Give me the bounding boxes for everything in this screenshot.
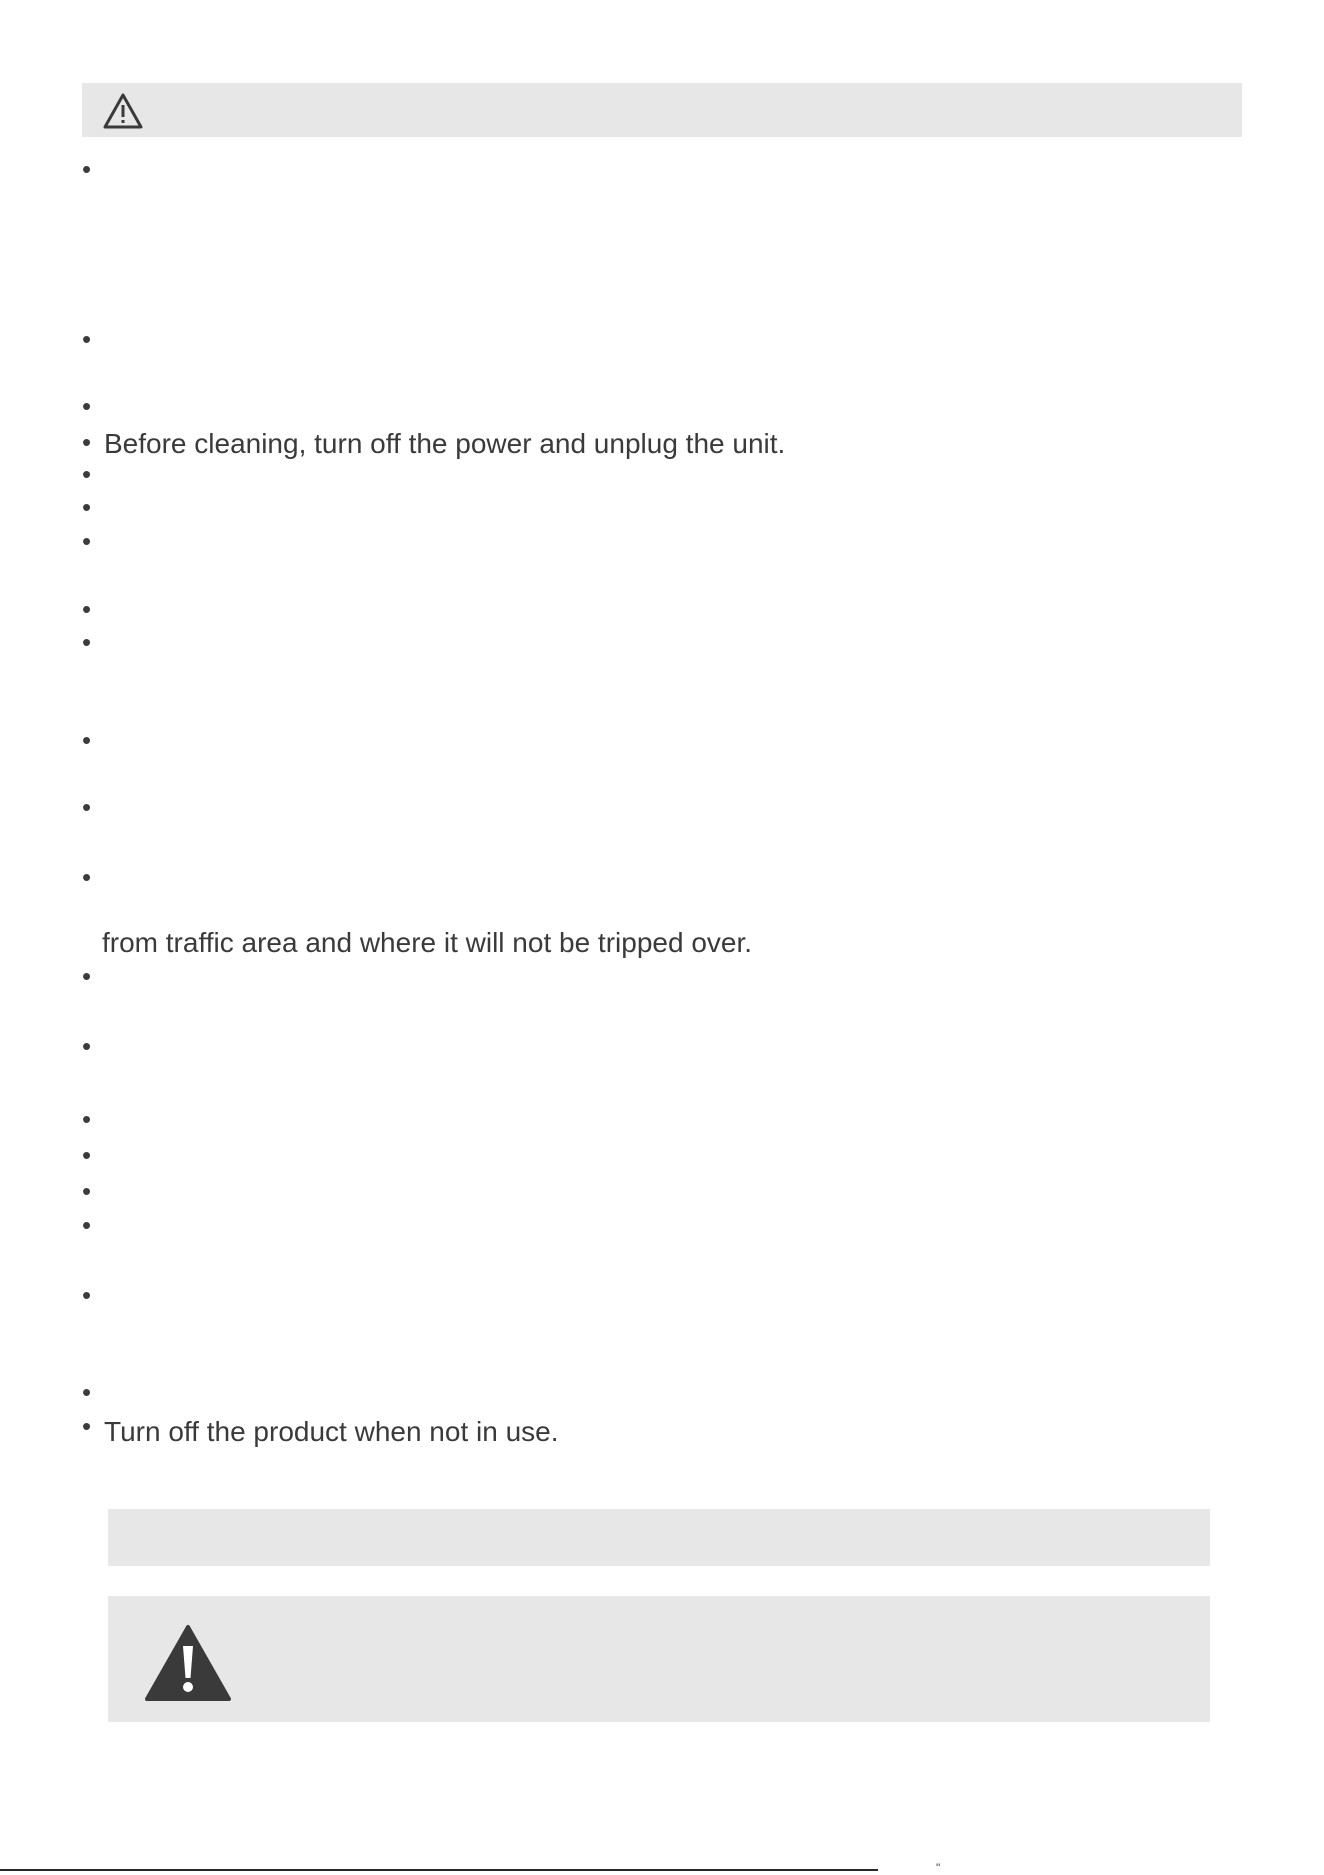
bullet: • bbox=[82, 725, 92, 755]
bullet: • bbox=[82, 492, 92, 522]
bullet: • bbox=[82, 391, 92, 421]
bullet: • bbox=[82, 1031, 92, 1061]
bullet: • bbox=[82, 1104, 92, 1134]
bullet: • bbox=[82, 627, 92, 657]
bullet: • bbox=[82, 324, 92, 354]
footer-mark: " bbox=[936, 1861, 941, 1875]
bullet: • bbox=[82, 526, 92, 556]
bullet: • bbox=[82, 1377, 92, 1407]
caution-header-band bbox=[82, 83, 1242, 137]
bullet: • bbox=[82, 1176, 92, 1206]
warning-triangle-solid-icon bbox=[144, 1624, 232, 1702]
bullet: • bbox=[82, 1210, 92, 1240]
bullet-text-turn-off: Turn off the product when not in use. bbox=[104, 1416, 559, 1447]
section-heading-band bbox=[108, 1509, 1210, 1566]
warning-triangle-outline-icon bbox=[102, 92, 144, 130]
bullet: • bbox=[82, 459, 92, 489]
bullet: • bbox=[82, 154, 92, 184]
bullet: • bbox=[82, 1140, 92, 1170]
footer-rule bbox=[0, 1869, 878, 1871]
bullet-text-traffic-area: from traffic area and where it will not be tripped over. bbox=[102, 927, 753, 958]
bullet: • bbox=[82, 1280, 92, 1310]
bullet: • bbox=[82, 961, 92, 991]
bullet: • bbox=[82, 862, 92, 892]
bullet: • bbox=[82, 427, 92, 457]
warning-box bbox=[108, 1596, 1210, 1722]
bullet: • bbox=[82, 1411, 92, 1441]
bullet-text-before-cleaning: Before cleaning, turn off the power and unplug the unit. bbox=[104, 428, 786, 459]
bullet: • bbox=[82, 792, 92, 822]
bullet: • bbox=[82, 594, 92, 624]
